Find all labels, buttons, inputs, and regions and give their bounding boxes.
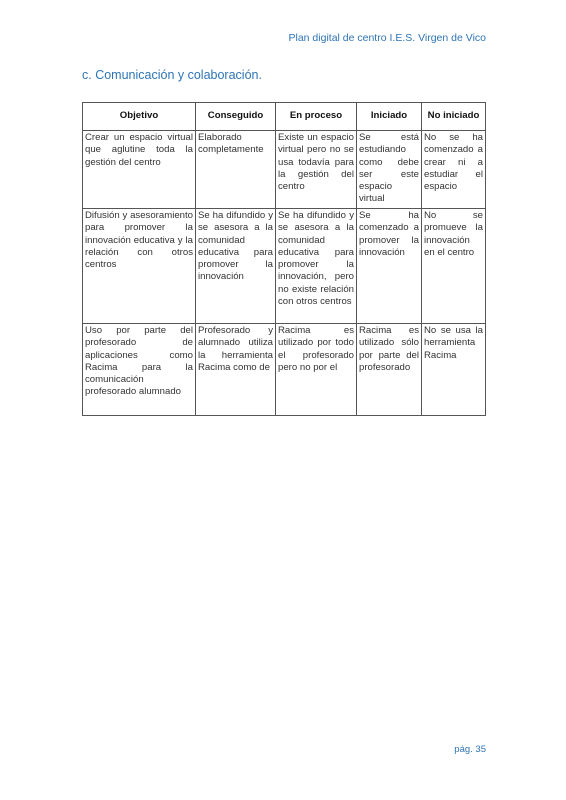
table-cell: Se está estudiando como debe ser este espacio virtual <box>357 131 422 209</box>
table-cell: Existe un espacio virtual pero no se usa todavía para la gestión del centro <box>276 131 357 209</box>
column-header-no-iniciado: No iniciado <box>422 103 486 131</box>
table-cell: Difusión y asesoramiento para promover la innovación educativa y la relación con otros centros <box>83 209 196 324</box>
column-header-iniciado: Iniciado <box>357 103 422 131</box>
table-cell: Crear un espacio virtual que aglutine toda la gestión del centro <box>83 131 196 209</box>
table-cell: Racima es utilizado por todo el profesorado pero no por el <box>276 324 357 416</box>
table-row <box>83 209 486 324</box>
table-cell: Se ha comenzado a promover la innovación <box>357 209 422 324</box>
table-cell: No se promueve la innovación en el centro <box>422 209 486 324</box>
table-row <box>83 131 486 209</box>
table-cell: Elaborado completamente <box>196 131 276 209</box>
table-cell: Uso por parte del profesorado de aplicaciones como Racima para la comunicación profesorado alumnado <box>83 324 196 416</box>
table-cell: Se ha difundido y se asesora a la comunidad educativa para promover la innovación <box>196 209 276 324</box>
table-cell: No se usa la herramienta Racima <box>422 324 486 416</box>
table-row <box>83 324 486 416</box>
objectives-table <box>82 102 486 416</box>
column-header-conseguido: Conseguido <box>196 103 276 131</box>
page-number: pág. 35 <box>454 744 486 755</box>
table-cell: Racima es utilizado sólo por parte del profesorado <box>357 324 422 416</box>
table-cell: Profesorado y alumnado utiliza la herramienta Racima como de <box>196 324 276 416</box>
column-header-objetivo: Objetivo <box>83 103 196 131</box>
column-header-en-proceso: En proceso <box>276 103 357 131</box>
table-cell: No se ha comenzado a crear ni a estudiar el espacio <box>422 131 486 209</box>
table-cell: Se ha difundido y se asesora a la comunidad educativa para promover la innovación, pero no existe relación con otros centros <box>276 209 357 324</box>
table-header-row <box>83 103 486 131</box>
section-title: c. Comunicación y colaboración. <box>82 68 262 82</box>
page-header: Plan digital de centro I.E.S. Virgen de Vico <box>288 32 486 44</box>
